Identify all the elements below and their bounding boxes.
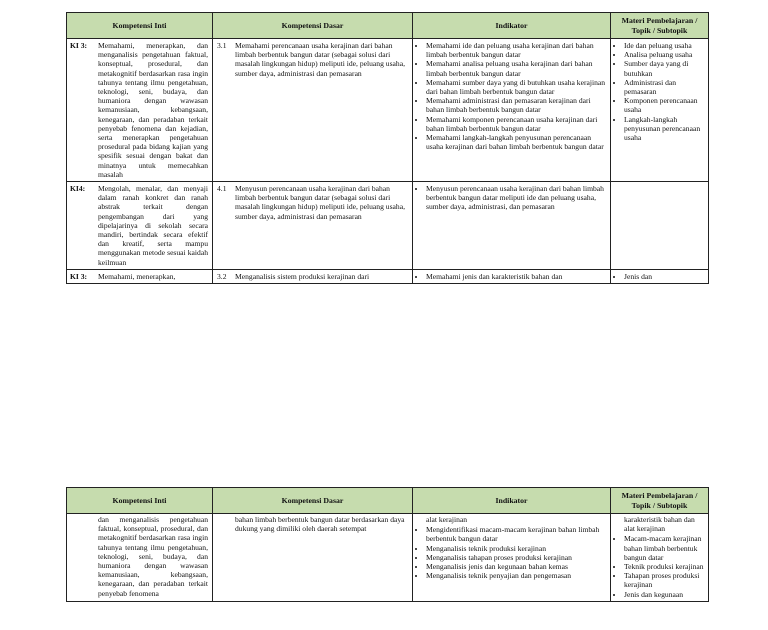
header-materi: Materi Pembelajaran / Topik / Subtopik (611, 488, 709, 514)
list-item: • Administrasi dan pemasaran (624, 78, 704, 96)
ki-text: dan menganalisis pengetahuan faktual, konseptual, prosedural, dan metakognitif berdasarkan rasa ingin tahunya tentang ilmu pengetahuan, teknologi, seni, budaya, dan humaniora dengan wawasan kemanusiaan, kebangsaan, kenegaraan, dan peradaban terkait penyebab fenomena (98, 515, 208, 598)
list-item: • Jenis dan (624, 272, 704, 281)
list-item: • Menganalisis tahapan proses produksi kerajinan (426, 553, 606, 562)
list-item: • Sumber daya yang di butuhkan (624, 59, 704, 77)
table-row-continued (67, 514, 709, 602)
list-item: • Memahami administrasi dan pemasaran kerajinan dari bahan limbah berbentuk bangun datar (426, 96, 606, 114)
materi-cell (611, 182, 709, 270)
competency-table-page-1 (66, 12, 709, 284)
ki-code: KI 3: (70, 41, 88, 50)
kd-code: 4.1 (217, 184, 227, 194)
indikator-cell (413, 39, 611, 182)
ki-cell (67, 514, 213, 602)
list-item: • Tahapan proses produksi kerajinan (624, 571, 704, 589)
kd-cell (213, 39, 413, 182)
indikator-cell (413, 269, 611, 283)
kd-text: Memahami perencanaan usaha kerajinan dari bahan limbah berbentuk bangun datar (sebagai solusi dari masalah lingkungan hidup) meliputi ide, peluang usaha, sumber daya, administrasi dan pemasaran (235, 41, 405, 78)
materi-continued: karakteristik bahan dan alat kerajinan (624, 515, 695, 534)
table-row-ki3 (67, 39, 709, 182)
list-item: • Memahami analisa peluang usaha kerajinan dari bahan limbah berbentuk bangun datar (426, 59, 606, 77)
table-row-ki4 (67, 182, 709, 270)
header-indikator: Indikator (413, 488, 611, 514)
list-item: • Macam-macam kerajinan bahan limbah berbentuk bangun datar (624, 534, 704, 562)
list-item: • Komponen perencanaan usaha (624, 96, 704, 114)
header-kompetensi-inti: Kompetensi Inti (67, 488, 213, 514)
kd-text: Menganalisis sistem produksi kerajinan dari (235, 271, 370, 281)
list-item: • Teknik produksi kerajinan (624, 562, 704, 571)
kd-cell (213, 182, 413, 270)
kd-code: 3.2 (217, 271, 227, 281)
list-item: • Menyusun perencanaan usaha kerajinan dari bahan limbah berbentuk bangun datar meliputi ide dan peluang usaha, sumber daya, administrasi, dan pemasaran (426, 184, 606, 212)
list-item: • Langkah-langkah penyusunan perencanaan usaha (624, 115, 704, 143)
kd-text: bahan limbah berbentuk bangun datar berdasarkan daya dukung yang dimiliki oleh daerah setempat (235, 515, 405, 534)
ki-text: Memahami, menerapkan, (98, 271, 176, 281)
list-item: • Menganalisis teknik produksi kerajinan (426, 544, 606, 553)
list-item: • Mengidentifikasi macam-macam kerajinan bahan limbah berbentuk bangun datar (426, 525, 606, 543)
indikator-cell (413, 514, 611, 602)
ki-text: Memahami, menerapkan, dan menganalisis pengetahuan faktual, konseptual, prosedural, dan metakognitif berdasarkan rasa ingin tahunya tentang ilmu pengetahuan, teknologi, seni, budaya, dan humaniora dengan wawasan kemanusiaan, kebangsaan, kenegaraan, dan peradaban terkait penyebab fenomena dan kejadian, serta menerapkan pengetahuan prosedural pada bidang kajian yang spesifik sesuai dengan bakat dan minatnya untuk memecahkan masalah (98, 41, 208, 179)
materi-cell (611, 39, 709, 182)
list-item: • Memahami langkah-langkah penyusunan perencanaan usaha kerajinan dari bahan limbah berbentuk bangun datar (426, 133, 606, 151)
kd-cell (213, 269, 413, 283)
kd-text: Menyusun perencanaan usaha kerajinan dari bahan limbah berbentuk bangun datar (sebagai solusi dari masalah lingkungan hidup) meliputi ide, peluang usaha, sumber daya, administrasi dan pemasaran (235, 184, 405, 221)
header-indikator: Indikator (413, 13, 611, 39)
competency-table-page-2 (66, 487, 709, 602)
list-item: • Menganalisis jenis dan kegunaan bahan kemas (426, 562, 606, 571)
table-row-ki3-continued (67, 269, 709, 283)
indikator-continued: alat kerajinan (426, 515, 468, 524)
header-kompetensi-dasar: Kompetensi Dasar (213, 13, 413, 39)
header-materi: Materi Pembelajaran / Topik / Subtopik (611, 13, 709, 39)
ki-text: Mengolah, menalar, dan menyaji dalam ranah konkret dan ranah abstrak terkait dengan pengembangan dari yang dipelajarinya di sekolah secara mandiri, bertindak secara efektif dan kreatif, serta mampu menggunakan metode sesuai kaidah keilmuan (98, 184, 208, 267)
list-item: • Memahami ide dan peluang usaha kerajinan dari bahan limbah berbentuk bangun datar (426, 41, 606, 59)
list-item: • Memahami jenis dan karakteristik bahan dan (426, 272, 606, 281)
ki-cell (67, 182, 213, 270)
list-item: • Menganalisis teknik penyajian dan pengemasan (426, 571, 606, 580)
ki-code: KI4: (70, 184, 86, 194)
list-item: • Jenis dan kegunaan (624, 590, 704, 599)
kd-code: 3.1 (217, 41, 227, 50)
ki-code: KI 3: (70, 271, 88, 281)
materi-cell (611, 514, 709, 602)
list-item: • Ide dan peluang usaha (624, 41, 704, 50)
list-item: • Memahami sumber daya yang di butuhkan usaha kerajinan dari bahan limbah berbentuk bangun datar (426, 78, 606, 96)
materi-cell (611, 269, 709, 283)
header-kompetensi-dasar: Kompetensi Dasar (213, 488, 413, 514)
list-item: • Analisa peluang usaha (624, 50, 704, 59)
indikator-cell (413, 182, 611, 270)
list-item: • Memahami komponen perencanaan usaha kerajinan dari bahan limbah berbentuk bangun datar (426, 115, 606, 133)
kd-cell (213, 514, 413, 602)
ki-cell (67, 269, 213, 283)
ki-cell (67, 39, 213, 182)
header-kompetensi-inti: Kompetensi Inti (67, 13, 213, 39)
